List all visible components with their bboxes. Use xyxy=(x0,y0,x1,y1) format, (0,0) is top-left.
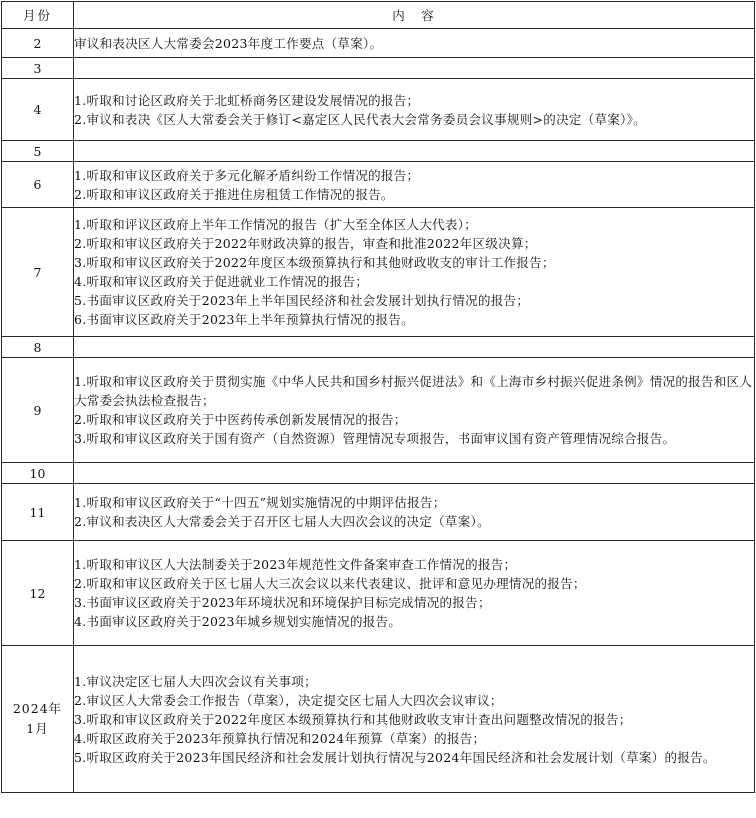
row-content xyxy=(74,358,755,463)
content-item: 1.听取和评议区政府上半年工作情况的报告（扩大至全体区人大代表）； xyxy=(74,217,478,232)
table-row xyxy=(2,79,755,141)
row-content xyxy=(74,79,755,141)
row-month: 5 xyxy=(2,141,74,162)
table-row xyxy=(2,208,755,337)
content-item: 1.听取和审议区政府关于多元化解矛盾纠纷工作情况的报告； xyxy=(74,167,420,183)
header-month: 月份 xyxy=(2,2,74,29)
content-item: 3.听取和审议区政府关于2022年度区本级预算执行和其他财政收支审计查出问题整改情况的报告； xyxy=(74,711,632,727)
row-content xyxy=(74,208,755,337)
row-month: 2024年1月 xyxy=(2,646,74,793)
content-item: 2.听取和审议区政府关于推进住房租赁工作情况的报告。 xyxy=(74,186,394,202)
content-item: 5.听取区政府关于2023年国民经济和社会发展计划执行情况与2024年国民经济和社会发展计划（草案）的报告。 xyxy=(74,749,716,765)
row-content xyxy=(74,337,755,358)
content-item: 2.审议和表决区人大常委会关于召开区七届人大四次会议的决定（草案）。 xyxy=(74,514,490,529)
row-month: 9 xyxy=(2,358,74,463)
row-content xyxy=(74,463,755,484)
row-month: 4 xyxy=(2,79,74,141)
content-item: 2.审议区人大常委会工作报告（草案），决定提交区七届人大四次会议审议； xyxy=(74,692,503,708)
content-item: 1.听取和审议区人大法制委关于2023年规范性文件备案审查工作情况的报告； xyxy=(74,557,517,572)
row-month: 12 xyxy=(2,541,74,646)
table-row xyxy=(2,58,755,79)
row-content xyxy=(74,29,755,58)
work-plan-table xyxy=(1,1,755,793)
row-content xyxy=(74,541,755,646)
row-content xyxy=(74,484,755,541)
table-row xyxy=(2,463,755,484)
content-item: 1.听取和审议区政府关于“十四五”规划实施情况的中期评估报告； xyxy=(74,495,446,510)
content-item: 1.听取和讨论区政府关于北虹桥商务区建设发展情况的报告； xyxy=(74,92,420,108)
row-month: 7 xyxy=(2,208,74,337)
content-item: 审议和表决区人大常委会2023年度工作要点（草案）。 xyxy=(74,35,383,51)
content-item: 4.听取和审议区政府关于促进就业工作情况的报告； xyxy=(74,274,369,289)
content-item: 1.审议决定区七届人大四次会议有关事项； xyxy=(74,673,317,689)
row-month: 8 xyxy=(2,337,74,358)
content-item: 5.书面审议区政府关于2023年上半年国民经济和社会发展计划执行情况的报告； xyxy=(74,293,530,308)
content-item: 3.听取和审议区政府关于国有资产（自然资源）管理情况专项报告，书面审议国有资产管理情况综合报告。 xyxy=(74,431,676,446)
row-month: 6 xyxy=(2,162,74,208)
content-item: 4.听取区政府关于2023年预算执行情况和2024年预算（草案）的报告； xyxy=(74,730,486,746)
table-row xyxy=(2,29,755,58)
table-row xyxy=(2,646,755,793)
table-row xyxy=(2,484,755,541)
content-item: 4.书面审议区政府关于2023年城乡规划实施情况的报告。 xyxy=(74,614,402,629)
table-header-row xyxy=(2,2,755,29)
table-row xyxy=(2,162,755,208)
row-content xyxy=(74,162,755,208)
table-row xyxy=(2,541,755,646)
content-item: 3.听取和审议区政府关于2022年度区本级预算执行和其他财政收支的审计工作报告； xyxy=(74,255,555,270)
content-item: 1.听取和审议区政府关于贯彻实施《中华人民共和国乡村振兴促进法》和《上海市乡村振兴促进条例》情况的报告和区人大常委会执法检查报告； xyxy=(74,374,753,408)
content-item: 2.审议和表决《区人大常委会关于修订<嘉定区人民代表大会常务委员会议事规则>的决定（草案）》。 xyxy=(74,111,646,127)
content-item: 3.书面审议区政府关于2023年环境状况和环境保护目标完成情况的报告； xyxy=(74,595,491,610)
table-row xyxy=(2,141,755,162)
header-content: 内 容 xyxy=(74,2,755,29)
content-item: 2.听取和审议区政府关于中医药传承创新发展情况的报告； xyxy=(74,412,407,427)
row-month: 11 xyxy=(2,484,74,541)
row-month: 3 xyxy=(2,58,74,79)
table-row xyxy=(2,337,755,358)
row-content xyxy=(74,58,755,79)
content-item: 2.听取和审议区政府关于区七届人大三次会议以来代表建议、批评和意见办理情况的报告； xyxy=(74,576,586,591)
row-content xyxy=(74,646,755,793)
content-item: 6.书面审议区政府关于2023年上半年预算执行情况的报告。 xyxy=(74,312,414,327)
content-item: 2.听取和审议区政府关于2022年财政决算的报告，审查和批准2022年区级决算； xyxy=(74,236,537,251)
row-month: 2 xyxy=(2,29,74,58)
table-row xyxy=(2,358,755,463)
row-content xyxy=(74,141,755,162)
table-body xyxy=(2,29,755,793)
row-month: 10 xyxy=(2,463,74,484)
